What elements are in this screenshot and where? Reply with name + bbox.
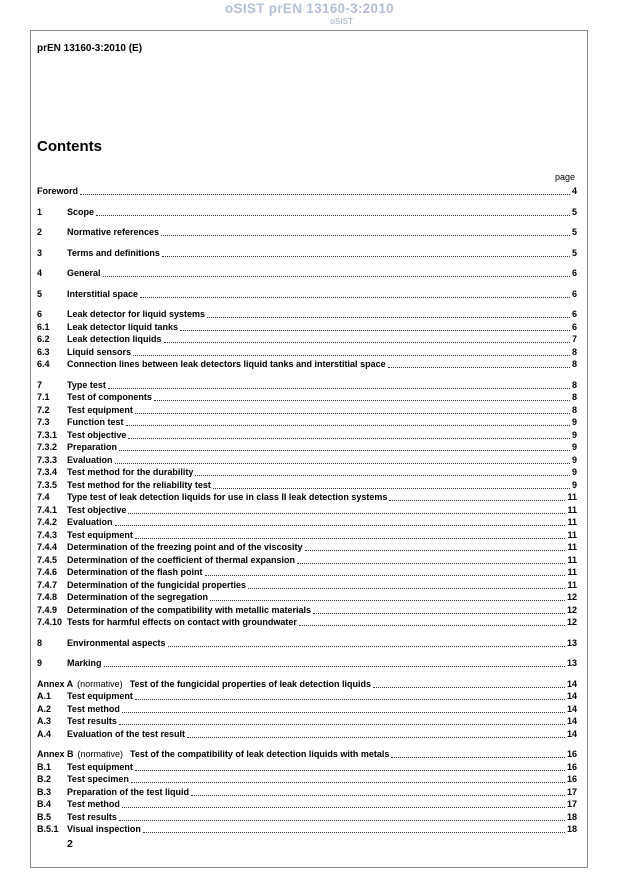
toc-entry-page: 18	[566, 811, 577, 822]
toc-entry-page: 8	[571, 404, 577, 415]
toc-entry-title: Function test	[67, 417, 124, 427]
toc-entry	[37, 288, 577, 301]
toc-entry-page: 8	[571, 392, 577, 402]
toc-entry-number: 7.4.4	[37, 542, 58, 552]
dot-leader	[389, 500, 565, 501]
toc-entry-title: Tests for harmful effects on contact with groundwater	[67, 617, 297, 627]
toc-entry-page: 8	[571, 359, 577, 369]
toc-entry	[37, 185, 577, 198]
toc-entry	[37, 391, 577, 404]
toc-entry	[37, 491, 577, 504]
toc-entry-number: 1	[37, 206, 43, 217]
toc-entry	[37, 267, 577, 280]
toc-entry-page: 9	[571, 417, 577, 427]
toc-entry	[37, 479, 577, 492]
toc-entry-title: Liquid sensors	[67, 346, 132, 357]
table-of-contents	[37, 185, 577, 836]
watermark-line2: oSIST	[330, 17, 353, 26]
toc-entry-number: 7.4.8	[37, 592, 58, 602]
toc-entry-title: Leak detector for liquid systems	[67, 309, 206, 319]
toc-entry-number: B.4	[37, 799, 52, 809]
toc-entry-page: 11	[567, 529, 577, 540]
toc-entry-title: Type test	[67, 379, 106, 390]
dot-leader	[140, 297, 570, 298]
toc-entry-title: Test method for the reliability test	[67, 479, 211, 490]
toc-entry	[37, 529, 577, 542]
toc-entry-number: A.1	[37, 691, 52, 701]
dot-leader	[191, 795, 565, 796]
dot-leader	[126, 425, 570, 426]
page-column-label: page	[554, 172, 575, 182]
toc-entry-title: Leak detector liquid tanks	[67, 321, 179, 332]
toc-entry-title: Marking	[67, 658, 102, 668]
toc-entry-number: 7.3	[37, 417, 50, 427]
toc-entry-title: Test method	[67, 703, 120, 714]
dot-leader	[154, 400, 570, 401]
dot-leader	[122, 807, 565, 808]
dot-leader	[135, 699, 565, 700]
toc-entry-page: 18	[566, 824, 577, 834]
toc-entry-title: Test objective	[67, 504, 127, 515]
toc-entry	[37, 404, 577, 417]
toc-entry-title: Type test of leak detection liquids for use in class II leak detection systems	[67, 492, 388, 502]
toc-entry-page: 12	[566, 604, 577, 615]
toc-entry-number: 9	[37, 658, 43, 668]
toc-entry-title: Determination of the compatibility with metallic materials	[67, 604, 312, 615]
toc-entry-number: 4	[37, 268, 43, 278]
toc-entry-page: 5	[571, 247, 577, 258]
toc-entry-page: 8	[571, 379, 577, 390]
toc-entry-title: Normative references	[67, 227, 160, 237]
toc-entry-page: 14	[566, 728, 577, 739]
toc-entry-number: 7.3.2	[37, 442, 58, 452]
toc-entry-title: Visual inspection	[67, 824, 141, 834]
toc-entry	[37, 728, 577, 741]
toc-entry-page: 14	[566, 691, 577, 701]
toc-entry	[37, 466, 577, 479]
dot-leader	[205, 575, 566, 576]
toc-entry-page: 13	[566, 658, 577, 668]
toc-entry-page: 6	[571, 268, 577, 278]
toc-entry-page: 9	[571, 429, 577, 440]
toc-entry	[37, 604, 577, 617]
toc-entry	[37, 616, 577, 629]
toc-entry-page: 8	[571, 346, 577, 357]
toc-entry-title: Test method	[67, 799, 120, 809]
toc-entry-number: A.2	[37, 703, 52, 714]
toc-entry-number: B.5.1	[37, 824, 59, 834]
footer-page-number: 2	[67, 838, 73, 850]
toc-entry-title: Test method for the durability	[67, 467, 194, 477]
toc-entry	[37, 429, 577, 442]
watermark	[0, 1, 619, 26]
toc-entry-title: Determination of the flash point	[67, 567, 203, 577]
toc-entry-number: 7.3.4	[37, 467, 58, 477]
toc-entry-title: Connection lines between leak detectors liquid tanks and interstitial space	[67, 359, 386, 369]
toc-entry-page: 6	[571, 321, 577, 332]
contents-heading: Contents	[37, 138, 102, 155]
dot-leader	[108, 388, 570, 389]
toc-entry-page: 13	[566, 637, 577, 648]
toc-entry-page: 5	[571, 227, 577, 237]
toc-entry-qualifier: (normative)	[77, 678, 123, 689]
toc-entry-number: A.3	[37, 716, 52, 726]
toc-entry-page: 9	[571, 467, 577, 477]
toc-entry-page: 12	[566, 617, 577, 627]
toc-entry-title: Preparation of the test liquid	[67, 786, 190, 797]
toc-entry	[37, 554, 577, 567]
toc-entry-page: 16	[566, 749, 577, 759]
dot-leader	[297, 563, 565, 564]
dot-leader	[143, 832, 565, 833]
toc-entry-title: Test of components	[67, 392, 152, 402]
toc-entry-title: Determination of the segregation	[67, 592, 209, 602]
toc-entry	[37, 703, 577, 716]
toc-entry-title: Leak detection liquids	[67, 334, 162, 344]
toc-entry	[37, 516, 577, 529]
dot-leader	[115, 525, 566, 526]
toc-entry	[37, 379, 577, 392]
page-border-frame	[30, 30, 588, 868]
toc-entry	[37, 321, 577, 334]
dot-leader	[133, 355, 570, 356]
toc-entry-page: 11	[567, 554, 577, 565]
dot-leader	[373, 687, 565, 688]
toc-entry-page: 12	[566, 592, 577, 602]
toc-entry-number: 7.3.5	[37, 479, 58, 490]
toc-entry	[37, 541, 577, 554]
toc-entry	[37, 226, 577, 239]
dot-leader	[180, 330, 570, 331]
toc-entry-page: 9	[571, 442, 577, 452]
dot-leader	[128, 513, 565, 514]
toc-entry	[37, 579, 577, 592]
toc-entry	[37, 798, 577, 811]
toc-entry-page: 9	[571, 479, 577, 490]
dot-leader	[103, 276, 570, 277]
toc-entry-number: 7.3.1	[37, 429, 58, 440]
toc-entry	[37, 346, 577, 359]
toc-entry-title: Environmental aspects	[67, 637, 166, 648]
dot-leader	[248, 588, 565, 589]
toc-entry	[37, 206, 577, 219]
toc-entry-page: 16	[566, 761, 577, 772]
toc-entry-number: 7.4.6	[37, 567, 58, 577]
toc-entry-title: Test results	[67, 811, 117, 822]
toc-entry-number: Foreword	[37, 186, 79, 196]
dot-leader	[187, 737, 565, 738]
dot-leader	[213, 488, 570, 489]
toc-entry-page: 6	[571, 309, 577, 319]
toc-entry	[37, 773, 577, 786]
toc-entry-title: Determination of the fungicidal properties	[67, 579, 247, 590]
toc-entry-page: 6	[571, 288, 577, 299]
dot-leader	[115, 463, 570, 464]
toc-entry-page: 4	[571, 186, 577, 196]
toc-entry-page: 7	[571, 334, 577, 344]
dot-leader	[135, 538, 566, 539]
dot-leader	[168, 646, 565, 647]
toc-entry-title: Interstitial space	[67, 288, 139, 299]
toc-entry-title: Determination of the freezing point and of the viscosity	[67, 542, 303, 552]
toc-entry-title: Terms and definitions	[67, 247, 160, 258]
dot-leader	[119, 724, 565, 725]
toc-entry-title: Preparation	[67, 442, 118, 452]
toc-entry-title: Test objective	[67, 429, 127, 440]
toc-entry-number: B.1	[37, 761, 52, 772]
toc-entry	[37, 591, 577, 604]
dot-leader	[96, 215, 570, 216]
watermark-line1: oSIST prEN 13160-3:2010	[225, 1, 394, 16]
toc-entry-number: Annex A	[37, 678, 74, 689]
dot-leader	[122, 712, 565, 713]
toc-entry-number: 7.4	[37, 492, 50, 502]
toc-entry-number: 7.4.3	[37, 529, 58, 540]
toc-entry-number: 7.4.5	[37, 554, 58, 565]
toc-entry-page: 11	[567, 567, 577, 577]
dot-leader	[104, 666, 565, 667]
toc-entry-number: 6.1	[37, 321, 50, 332]
toc-entry-title: Scope	[67, 206, 95, 217]
toc-entry-number: 6.2	[37, 334, 50, 344]
toc-entry-title: Test equipment	[67, 761, 133, 772]
dot-leader	[388, 367, 570, 368]
dot-leader	[210, 600, 565, 601]
toc-entry	[37, 358, 577, 371]
toc-entry-number: B.3	[37, 786, 52, 797]
toc-entry-number: 7.1	[37, 392, 50, 402]
dot-leader	[119, 820, 565, 821]
toc-entry-qualifier: (normative)	[77, 749, 124, 759]
toc-entry-number: 7	[37, 379, 43, 390]
toc-entry-title: Evaluation	[67, 454, 113, 465]
toc-entry-title: Determination of the coefficient of thermal expansion	[67, 554, 296, 565]
toc-entry-page: 11	[567, 579, 577, 590]
dot-leader	[195, 475, 570, 476]
toc-entry-title: Test of the fungicidal properties of leak detection liquids	[129, 678, 372, 689]
toc-entry	[37, 657, 577, 670]
dot-leader	[162, 256, 570, 257]
toc-entry-number: 5	[37, 288, 43, 299]
toc-entry-number: 7.3.3	[37, 454, 58, 465]
toc-entry-number: B.2	[37, 774, 52, 784]
toc-entry-page: 11	[567, 504, 577, 515]
toc-entry	[37, 678, 577, 691]
toc-entry-number: 3	[37, 247, 43, 258]
toc-entry-title: Test equipment	[67, 529, 133, 540]
toc-entry	[37, 823, 577, 836]
dot-leader	[305, 550, 566, 551]
toc-entry	[37, 715, 577, 728]
toc-entry-title: General	[67, 268, 101, 278]
toc-entry-page: 11	[567, 517, 577, 527]
toc-entry-page: 14	[566, 716, 577, 726]
toc-entry-number: 6.4	[37, 359, 50, 369]
toc-entry-page: 16	[566, 774, 577, 784]
toc-entry-number: 2	[37, 227, 43, 237]
dot-leader	[161, 235, 570, 236]
toc-entry	[37, 761, 577, 774]
toc-entry	[37, 247, 577, 260]
toc-entry-number: 7.4.1	[37, 504, 58, 515]
dot-leader	[164, 342, 570, 343]
toc-entry	[37, 566, 577, 579]
toc-entry-number: 8	[37, 637, 43, 648]
toc-entry	[37, 333, 577, 346]
dot-leader	[135, 770, 565, 771]
dot-leader	[131, 782, 565, 783]
toc-entry-page: 14	[566, 678, 577, 689]
toc-entry-number: 7.4.9	[37, 604, 58, 615]
toc-entry-page: 5	[571, 206, 577, 217]
toc-entry-page: 14	[566, 703, 577, 714]
toc-entry-title: Test equipment	[67, 404, 133, 415]
toc-entry	[37, 786, 577, 799]
toc-entry-page: 11	[567, 542, 577, 552]
toc-entry-title: Evaluation	[67, 517, 113, 527]
toc-entry-title: Test equipment	[67, 691, 133, 701]
toc-entry	[37, 454, 577, 467]
dot-leader	[80, 194, 570, 195]
toc-entry	[37, 308, 577, 321]
dot-leader	[391, 757, 565, 758]
dot-leader	[313, 613, 565, 614]
toc-entry	[37, 416, 577, 429]
toc-entry-title: Test specimen	[67, 774, 129, 784]
toc-entry-title: Evaluation of the test result	[67, 728, 186, 739]
toc-entry	[37, 504, 577, 517]
toc-entry	[37, 690, 577, 703]
toc-entry-number: Annex B	[37, 749, 74, 759]
toc-entry	[37, 748, 577, 761]
dot-leader	[128, 438, 570, 439]
toc-entry-number: 6	[37, 309, 43, 319]
dot-leader	[119, 450, 570, 451]
toc-entry-number: 7.4.10	[37, 617, 63, 627]
toc-entry-number: 7.2	[37, 404, 50, 415]
toc-entry-number: A.4	[37, 728, 52, 739]
toc-entry-number: 6.3	[37, 346, 50, 357]
dot-leader	[135, 413, 570, 414]
toc-entry-title: Test of the compatibility of leak detection liquids with metals	[130, 749, 390, 759]
toc-entry	[37, 637, 577, 650]
toc-entry-number: 7.4.7	[37, 579, 58, 590]
toc-entry	[37, 811, 577, 824]
toc-entry-title: Test results	[67, 716, 117, 726]
dot-leader	[207, 317, 570, 318]
toc-entry-page: 11	[567, 492, 577, 502]
toc-entry	[37, 441, 577, 454]
toc-entry-number: 7.4.2	[37, 517, 58, 527]
dot-leader	[299, 625, 565, 626]
toc-entry-page: 17	[566, 786, 577, 797]
toc-entry-page: 17	[566, 799, 577, 809]
toc-entry-page: 9	[571, 454, 577, 465]
toc-entry-number: B.5	[37, 811, 52, 822]
document-reference: prEN 13160-3:2010 (E)	[37, 43, 143, 54]
